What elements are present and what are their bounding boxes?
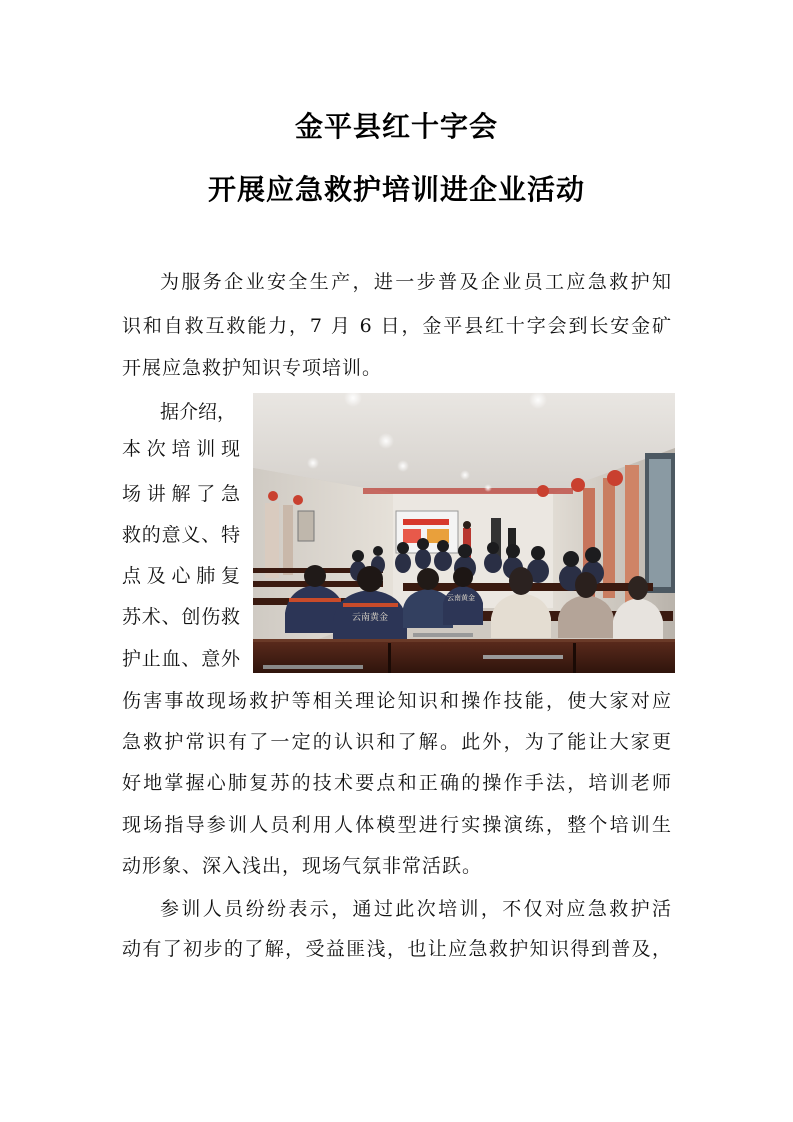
- para3-line-1: 参训人员纷纷表示，通过此次培训，不仅对应急救护活: [160, 898, 672, 920]
- wrap-line-5: 点及心肺复: [122, 565, 240, 587]
- wrap-line-1: 据介绍，: [160, 401, 237, 423]
- para1-line-1: 为服务企业安全生产，进一步普及企业员工应急救护知: [160, 271, 672, 293]
- para1-line-3: 开展应急救护知识专项培训。: [122, 357, 383, 379]
- wrap-line-6: 苏术、创伤救: [122, 606, 240, 628]
- wrap-line-2: 本次培训现: [122, 438, 240, 460]
- wrap-line-3: 场讲解了急: [122, 483, 240, 505]
- para2-line-5: 动形象、深入浅出，现场气氛非常活跃。: [122, 855, 483, 877]
- jacket-text-2: 云南黄金: [447, 595, 475, 602]
- para1-line-2: 识和自救互救能力，7 月 6 日，金平县红十字会到长安金矿: [122, 315, 672, 337]
- wrap-line-7: 护止血、意外: [122, 648, 240, 670]
- document-title-line-2: 开展应急救护培训进企业活动: [207, 173, 585, 206]
- para2-line-2: 急救护常识有了一定的认识和了解。此外，为了能让大家更: [122, 731, 672, 753]
- para2-line-1: 伤害事故现场救护等相关理论知识和操作技能，使大家对应: [122, 690, 672, 712]
- para2-line-4: 现场指导参训人员利用人体模型进行实操演练，整个培训生: [122, 814, 672, 836]
- document-title-line-1: 金平县红十字会: [294, 110, 498, 143]
- para3-line-2: 动有了初步的了解，受益匪浅，也让应急救护知识得到普及，: [122, 938, 672, 960]
- wrap-line-4: 救的意义、特: [122, 524, 240, 546]
- jacket-text-1: 云南黄金: [351, 612, 389, 622]
- para2-line-3: 好地掌握心肺复苏的技术要点和正确的操作手法，培训老师: [122, 772, 672, 794]
- training-photo: [253, 393, 675, 673]
